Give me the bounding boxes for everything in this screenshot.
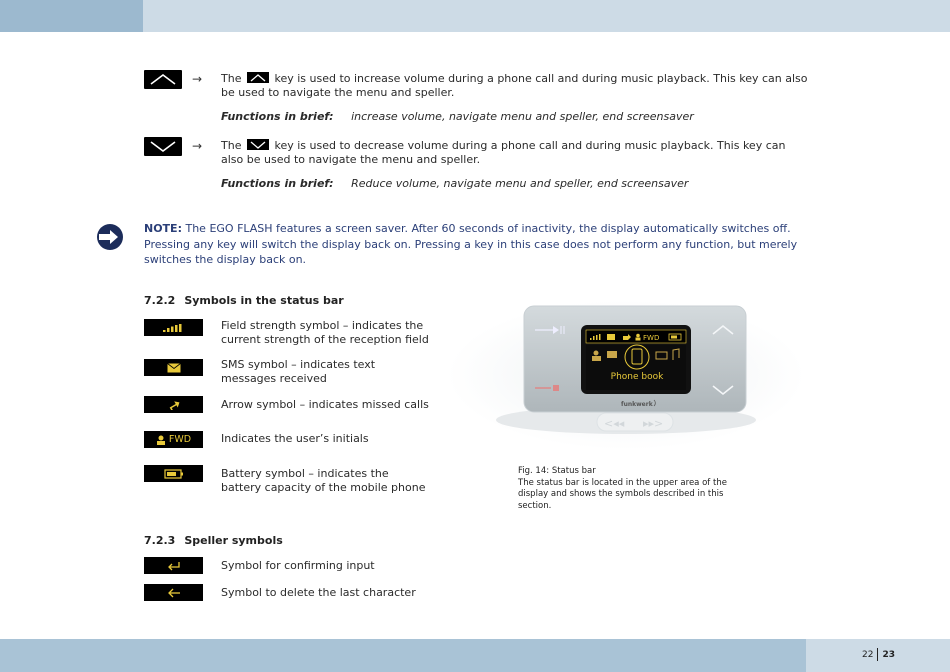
backspace-icon — [144, 584, 203, 601]
field-strength-icon — [144, 319, 203, 336]
page-numbers — [862, 648, 895, 661]
bottom-band — [0, 639, 950, 672]
enter-text: Symbol for confirming input — [221, 559, 375, 572]
left-page-number: 22 — [862, 650, 874, 660]
down-key-text-after: key is used to decrease volume during a phone call and during music playback. This key can also be used to navigate the menu and speller. — [221, 139, 786, 166]
down-key-brief — [221, 177, 688, 190]
caption-text: The status bar is located in the upper area of the display and shows the symbols described in this section. — [518, 477, 727, 511]
note-paragraph — [144, 221, 810, 268]
missed-call-arrow-icon — [144, 396, 203, 413]
user-initials-icon — [144, 431, 203, 448]
speller-section-heading — [144, 534, 283, 547]
device-figure — [447, 300, 805, 450]
right-arrow-icon: → — [192, 72, 203, 86]
up-key-icon — [144, 70, 182, 89]
status-section-heading — [144, 294, 344, 307]
screen-fwd-label: FWD — [643, 334, 660, 342]
screen-phone-book-label: Phone book — [610, 372, 664, 382]
down-key-text-before: The — [221, 139, 242, 152]
brief-label: Functions in brief: — [221, 177, 334, 190]
up-key-text-after: key is used to increase volume during a phone call and during music playback. This key can also be used to navigate the menu and speller. — [221, 72, 808, 99]
svg-text:▸▸>: ▸▸> — [643, 417, 664, 430]
sms-icon — [144, 359, 203, 376]
note-arrow-icon — [97, 224, 123, 250]
note-label: NOTE: — [144, 222, 182, 235]
enter-icon — [144, 557, 203, 574]
right-arrow-icon: → — [192, 139, 203, 153]
sms-text: SMS symbol – indicates text messages received — [221, 358, 376, 385]
up-key-inline-icon — [247, 72, 269, 83]
missed-call-text: Arrow symbol – indicates missed calls — [221, 398, 429, 411]
brief-value: increase volume, navigate menu and speller, end screensaver — [351, 110, 694, 123]
battery-text: Battery symbol – indicates the battery capacity of the mobile phone — [221, 467, 426, 494]
right-page-number: 23 — [882, 650, 895, 660]
section-number: 7.2.2 — [144, 294, 176, 307]
figure-caption — [518, 466, 733, 512]
battery-icon — [144, 465, 203, 482]
up-key-description — [221, 72, 811, 100]
device-brand-label: funkwerk — [621, 401, 653, 408]
brief-value: Reduce volume, navigate menu and speller, end screensaver — [351, 177, 689, 190]
up-key-text-before: The — [221, 72, 242, 85]
top-band-accent — [0, 0, 143, 32]
brief-label: Functions in brief: — [221, 110, 334, 123]
user-initials-text: Indicates the user’s initials — [221, 432, 369, 445]
section-number: 7.2.3 — [144, 534, 176, 547]
backspace-text: Symbol to delete the last character — [221, 586, 416, 599]
field-strength-text: Field strength symbol – indicates the current strength of the reception field — [221, 319, 429, 346]
user-initials-label: FWD — [168, 434, 192, 445]
caption-title: Fig. 14: Status bar — [518, 466, 596, 476]
note-text: The EGO FLASH features a screen saver. After 60 seconds of inactivity, the display automatically switches off. Pressing any key will switch the display back on. Pressing a key in this case does not perform any function, but merely switches the display back on. — [144, 222, 798, 266]
svg-text:<◂◂: <◂◂ — [604, 417, 625, 430]
section-title: Symbols in the status bar — [184, 294, 344, 307]
down-key-icon — [144, 137, 182, 156]
page-separator — [877, 648, 878, 661]
top-band — [0, 0, 950, 32]
up-key-brief — [221, 110, 694, 123]
down-key-description — [221, 139, 811, 167]
down-key-inline-icon — [247, 139, 269, 150]
section-title: Speller symbols — [184, 534, 283, 547]
